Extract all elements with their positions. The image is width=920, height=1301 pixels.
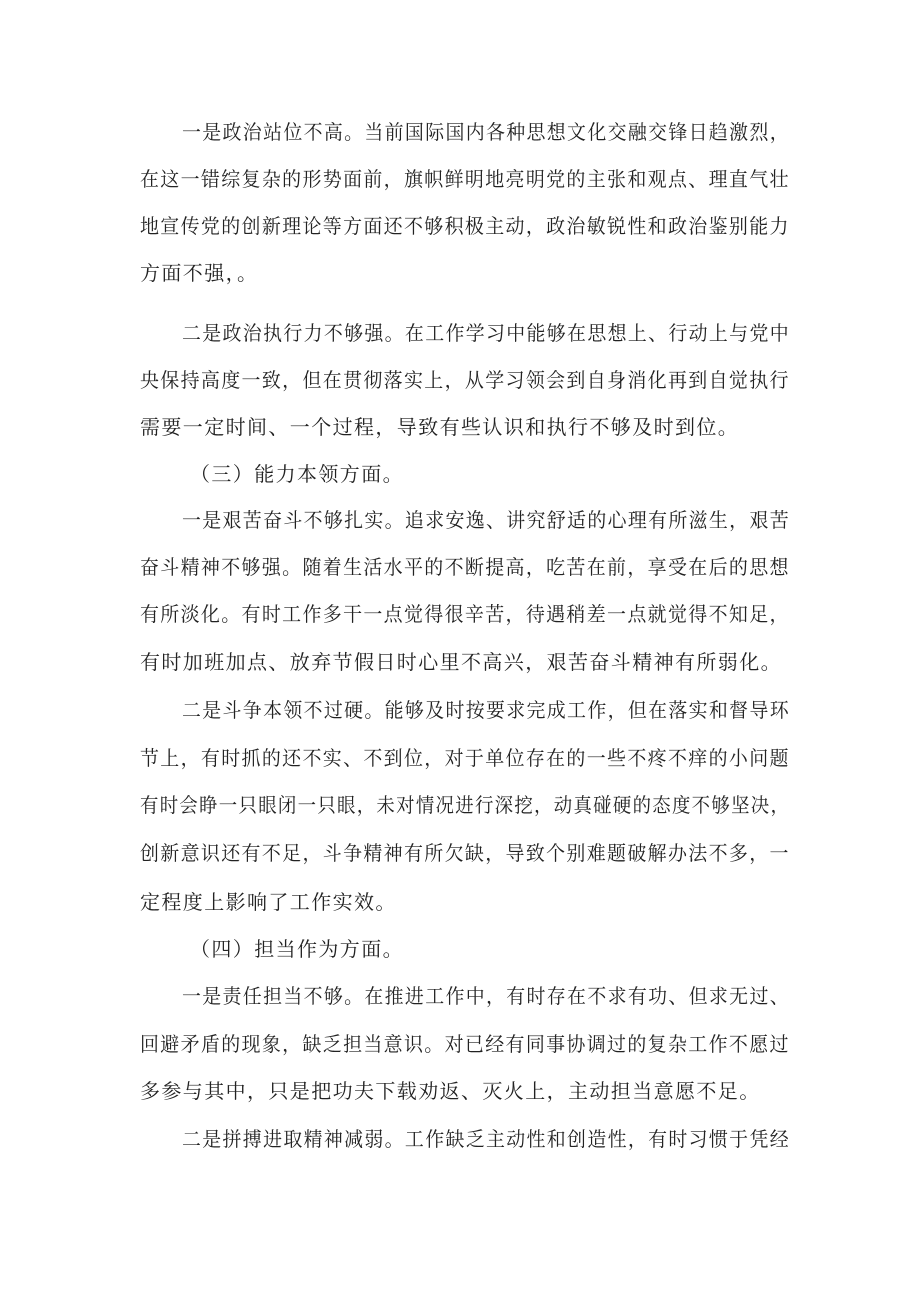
paragraph-line: 一是责任担当不够。在推进工作中，有时存在不求有功、但求无过、 (182, 984, 790, 1008)
paragraph-line: 方面不强，。 (140, 261, 259, 285)
paragraph-line: 创新意识还有不足，斗争精神有所欠缺，导致个别难题破解办法不多，一 (140, 841, 790, 865)
paragraph-line: 多参与其中，只是把功夫下载劝返、灭火上，主动担当意愿不足。 (140, 1079, 761, 1103)
paragraph-line: 有所淡化。有时工作多干一点觉得很辛苦，待遇稍差一点就觉得不知足， (140, 602, 790, 626)
paragraph-line: 地宣传党的创新理论等方面还不够积极主动，政治敏锐性和政治鉴别能力 (140, 214, 790, 238)
paragraph-line: 有时加班加点、放弃节假日时心里不高兴，艰苦奋斗精神有所弱化。 (140, 650, 782, 674)
paragraph-line: 二是拼搏进取精神减弱。工作缺乏主动性和创造性，有时习惯于凭经 (182, 1127, 790, 1151)
paragraph-line: 一是政治站位不高。当前国际国内各种思想文化交融交锋日趋激烈， (182, 120, 790, 144)
paragraph-line: 节上，有时抓的还不实、不到位，对于单位存在的一些不疼不痒的小问题 (140, 746, 790, 770)
paragraph-line: 二是斗争本领不过硬。能够及时按要求完成工作，但在落实和督导环 (182, 698, 790, 722)
heading-text: （四）担当作为方面。 (190, 937, 404, 961)
paragraph-line: 定程度上影响了工作实效。 (140, 890, 397, 914)
paragraph-line: 需要一定时间、一个过程，导致有些认识和执行不够及时到位。 (140, 415, 740, 439)
paragraph-line: 回避矛盾的现象，缺乏担当意识。对已经有同事协调过的复杂工作不愿过 (140, 1032, 790, 1056)
paragraph-line: 一是艰苦奋斗不够扎实。追求安逸、讲究舒适的心理有所滋生，艰苦 (182, 508, 790, 532)
paragraph-line: 在这一错综复杂的形势面前，旗帜鲜明地亮明党的主张和观点、理直气壮 (140, 167, 790, 191)
heading-text: （三）能力本领方面。 (190, 462, 404, 486)
paragraph-line: 二是政治执行力不够强。在工作学习中能够在思想上、行动上与党中 (182, 321, 790, 345)
paragraph-line: 奋斗精神不够强。随着生活水平的不断提高，吃苦在前，享受在后的思想 (140, 555, 790, 579)
paragraph-line: 央保持高度一致，但在贯彻落实上，从学习领会到自身消化再到自觉执行 (140, 368, 790, 392)
paragraph-line: 有时会睁一只眼闭一只眼，未对情况进行深挖，动真碰硬的态度不够坚决， (140, 793, 791, 817)
